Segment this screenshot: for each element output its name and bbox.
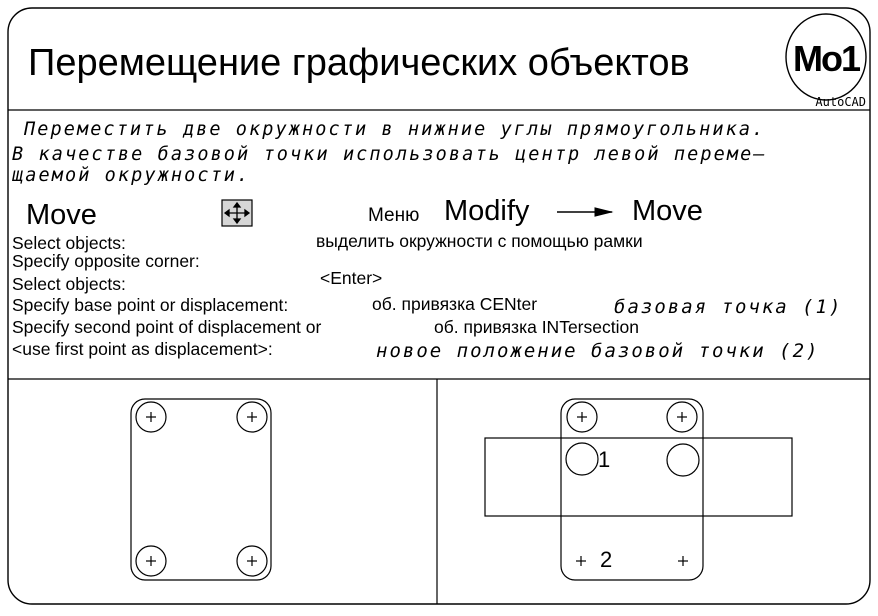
after-drawing bbox=[485, 399, 792, 580]
prompt-1-note: выделить окружности с помощью рамки bbox=[316, 231, 643, 251]
menu-modify[interactable]: Modify bbox=[444, 195, 530, 227]
target-point-left bbox=[576, 556, 586, 566]
badge bbox=[786, 14, 866, 100]
corner-circle-br bbox=[237, 546, 267, 576]
corner-circle-tl bbox=[136, 402, 166, 432]
corner-circle-tr bbox=[237, 402, 267, 432]
corner-circle-bl bbox=[136, 546, 166, 576]
prompt-5: Specify second point of displacement or bbox=[12, 317, 322, 337]
command-name: Move bbox=[26, 199, 97, 231]
prompt-3: Select objects: bbox=[12, 274, 126, 294]
task-line-2: В качестве базовой точки использовать центр левой переме– bbox=[12, 144, 767, 165]
rounded-plate-2 bbox=[561, 399, 703, 580]
prompt-4-extra: базовая точка (1) bbox=[614, 296, 843, 318]
prompt-2: Specify opposite corner: bbox=[12, 251, 200, 271]
rounded-plate bbox=[131, 399, 271, 580]
target-point-label: 2 bbox=[600, 547, 613, 572]
target-point-right bbox=[678, 556, 688, 566]
selection-window bbox=[485, 438, 792, 516]
before-drawing bbox=[131, 399, 271, 580]
base-point-label: 1 bbox=[598, 447, 611, 472]
prompt-4-note: об. привязка CENter bbox=[372, 294, 538, 314]
page-title: Перемещение графических объектов bbox=[28, 42, 690, 84]
brand-label: AutoCAD bbox=[815, 95, 866, 109]
fixed-circle-tr bbox=[667, 402, 697, 432]
badge-label: Mo1 bbox=[793, 38, 859, 79]
task-line-1: Переместить две окружности в нижние углы прямоугольника. bbox=[24, 119, 766, 140]
menu-move[interactable]: Move bbox=[632, 195, 703, 227]
prompt-3-note: <Enter> bbox=[320, 268, 383, 288]
fixed-circle-tl bbox=[567, 402, 597, 432]
prompt-5-note: об. привязка INTersection bbox=[434, 317, 639, 337]
prompt-4: Specify base point or displacement: bbox=[12, 295, 289, 315]
moved-circle-right bbox=[667, 444, 699, 476]
prompt-1: Select objects: bbox=[12, 233, 126, 253]
moved-circle-left bbox=[566, 443, 598, 475]
menu-label: Меню bbox=[368, 205, 420, 226]
move-tool-button[interactable] bbox=[222, 200, 252, 226]
task-line-3: щаемой окружности. bbox=[12, 165, 251, 186]
prompt-6: <use first point as displacement>: bbox=[12, 339, 273, 359]
prompt-6-note: новое положение базовой точки (2) bbox=[376, 340, 820, 362]
